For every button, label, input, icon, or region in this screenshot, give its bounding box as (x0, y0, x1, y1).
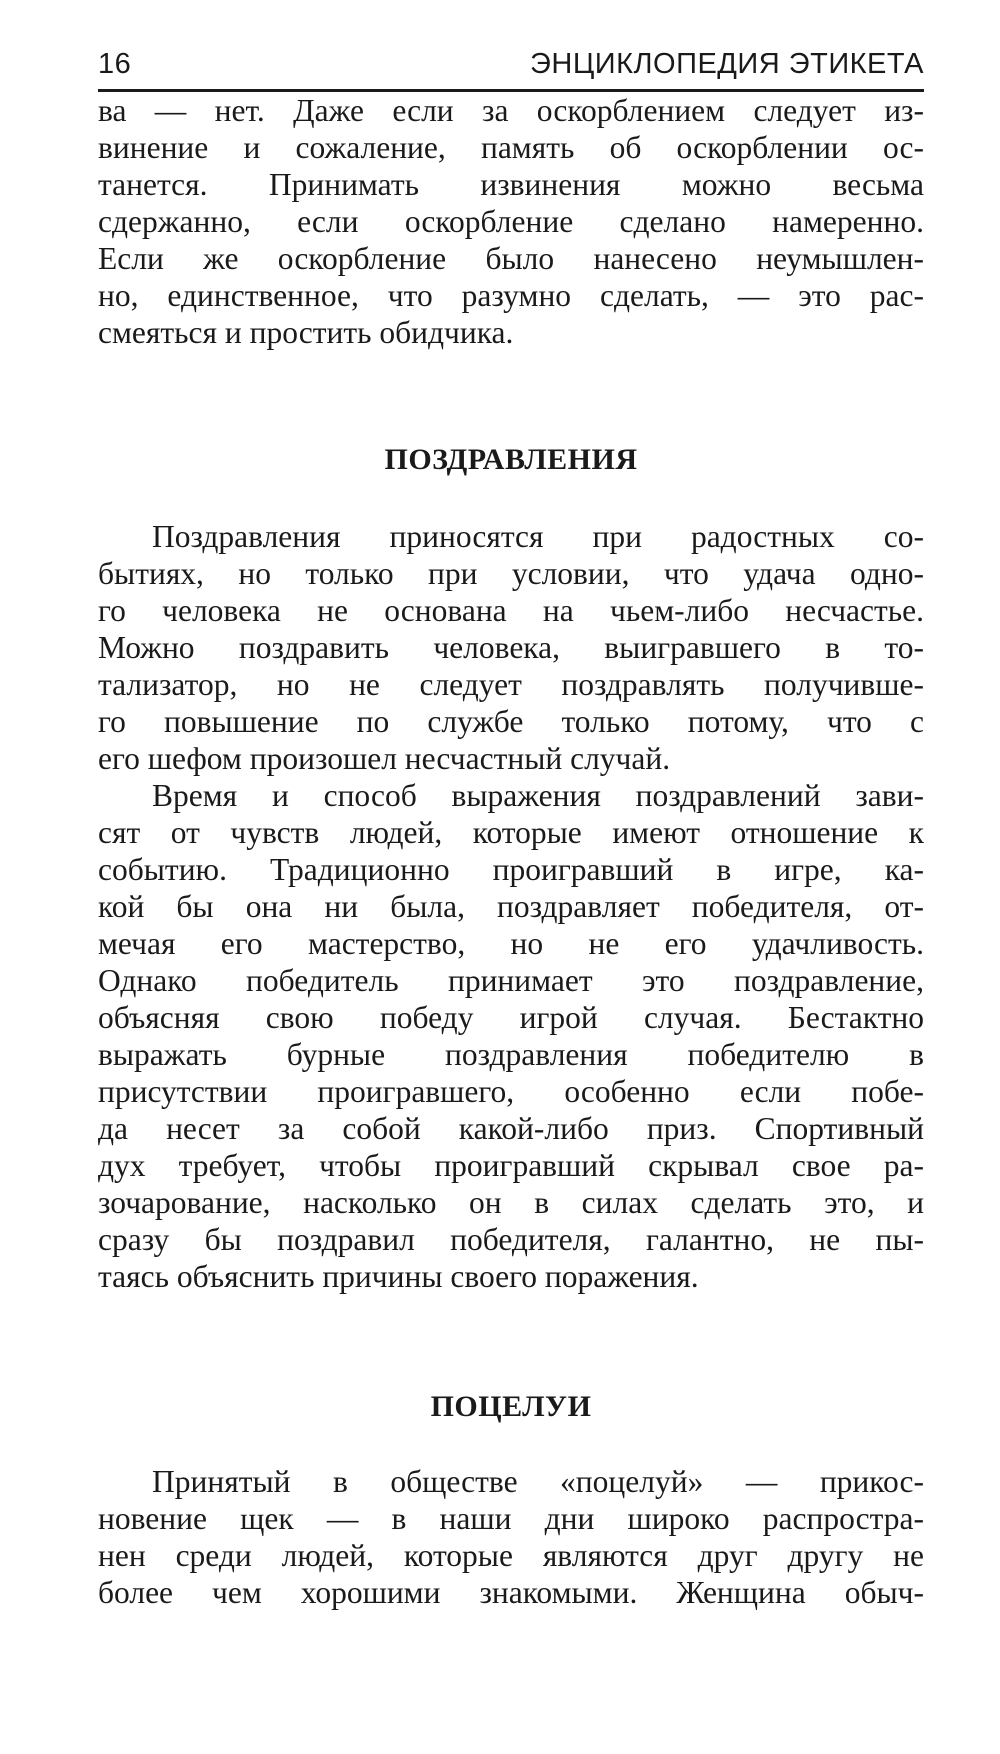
text-line: бытиях, но только при условии, что удача одно- (98, 556, 924, 591)
text-line: Однако победитель принимает это поздравление, (98, 963, 924, 998)
text-line: кой бы она ни была, поздравляет победителя, от- (98, 889, 924, 924)
text-line: нен среди людей, которые являются друг другу не (98, 1538, 924, 1573)
book-page (98, 50, 924, 1611)
text-line: го повышение по службе только потому, что с (98, 704, 924, 739)
book-title: ЭНЦИКЛОПЕДИЯ ЭТИКЕТА (530, 48, 924, 80)
continuation-paragraph (98, 92, 924, 351)
page-number: 16 (98, 48, 132, 80)
text-line: но, единственное, что разумно сделать, — это рас- (98, 278, 924, 313)
text-line: объясняя свою победу игрой случая. Бестактно (98, 1000, 924, 1035)
text-line: его шефом произошел несчастный случай. (98, 741, 671, 776)
section-heading-kisses: ПОЦЕЛУИ (430, 1390, 592, 1423)
text-line: сят от чувств людей, которые имеют отношение к (98, 815, 924, 850)
page-body (98, 92, 924, 1611)
text-line: сразу бы поздравил победителя, галантно, не пы- (98, 1222, 924, 1257)
text-line: Время и способ выражения поздравлений зави- (152, 778, 924, 813)
text-line: винение и сожаление, память об оскорблении ос- (98, 130, 924, 165)
text-line: танется. Принимать извинения можно весьма (98, 167, 924, 202)
text-line: го человека не основана на чьем-либо несчастье. (98, 593, 924, 628)
text-line: Можно поздравить человека, выигравшего в то- (98, 630, 924, 665)
text-line: тализатор, но не следует поздравлять получивше- (98, 667, 924, 702)
text-line: дух требует, чтобы проигравший скрывал свое ра- (98, 1148, 924, 1183)
text-line: Если же оскорбление было нанесено неумышлен- (98, 241, 924, 276)
kisses-paragraph-1 (98, 1463, 924, 1611)
text-line: новение щек — в наши дни широко распростра- (98, 1501, 924, 1536)
text-line: Принятый в обществе «поцелуй» — прикос- (152, 1464, 924, 1499)
running-header (98, 50, 924, 92)
text-line: ва — нет. Даже если за оскорблением следует из- (98, 93, 924, 128)
text-line: мечая его мастерство, но не его удачливость. (98, 926, 924, 961)
text-line: Поздравления приносятся при радостных со- (152, 519, 924, 554)
text-line: присутствии проигравшего, особенно если побе- (98, 1074, 924, 1109)
text-line: сдержанно, если оскорбление сделано намеренно. (98, 204, 924, 239)
text-line: событию. Традиционно проигравший в игре, ка- (98, 852, 924, 887)
text-line: зочарование, насколько он в силах сделать это, и (98, 1185, 924, 1220)
text-line: таясь объяснить причины своего поражения. (98, 1259, 699, 1294)
congratulations-paragraph-2 (98, 777, 924, 1295)
text-line: да несет за собой какой-либо приз. Спортивный (98, 1111, 924, 1146)
section-heading-congratulations: ПОЗДРАВЛЕНИЯ (384, 443, 638, 476)
text-line: смеяться и простить обидчика. (98, 315, 514, 350)
congratulations-paragraph-1 (98, 518, 924, 777)
text-line: выражать бурные поздравления победителю в (98, 1037, 924, 1072)
text-line: более чем хорошими знакомыми. Женщина обыч- (98, 1575, 924, 1610)
